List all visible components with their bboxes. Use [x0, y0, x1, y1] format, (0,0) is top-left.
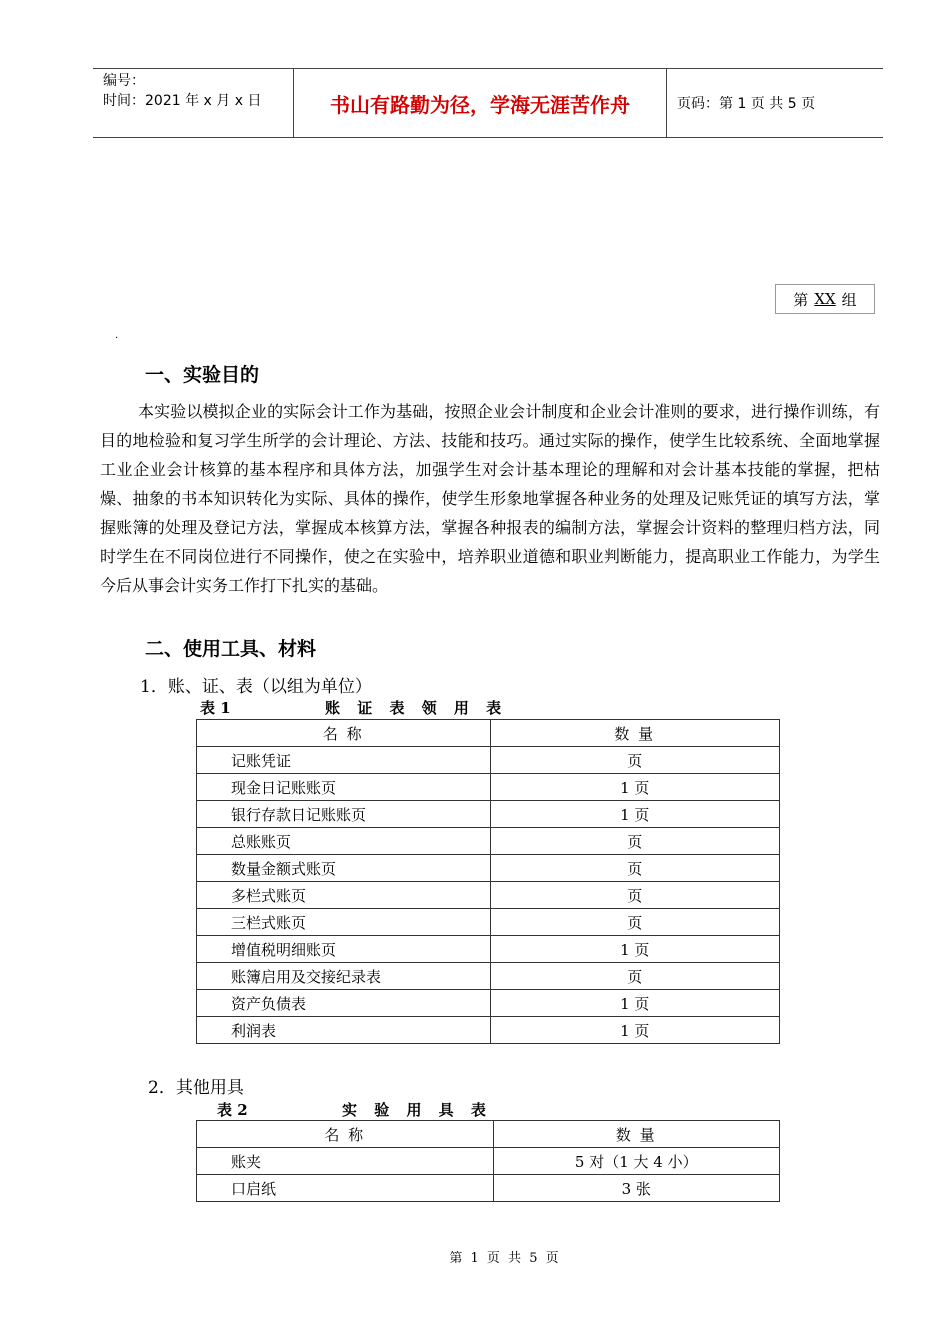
row-qty: 页 — [490, 909, 779, 936]
row-qty: 1 页 — [490, 990, 779, 1017]
row-qty: 页 — [490, 828, 779, 855]
table-row — [197, 936, 780, 963]
page-footer: 第 1 页 共 5 页 — [449, 1251, 561, 1266]
table2 — [196, 1120, 780, 1202]
table1-header-row — [197, 720, 780, 747]
item1-label: 1．账、证、表（以组为单位） — [140, 677, 372, 697]
section2-title: 二、使用工具、材料 — [145, 638, 317, 660]
page-header — [93, 68, 883, 138]
row-name: 账夹 — [197, 1148, 494, 1175]
number-label: 编号： — [103, 73, 145, 89]
row-qty: 1 页 — [490, 774, 779, 801]
bullet-dot: . — [115, 330, 119, 341]
row-qty: 1 页 — [490, 801, 779, 828]
table1-header-qty: 数 量 — [490, 720, 779, 747]
row-name: 数量金额式账页 — [197, 855, 491, 882]
table1-caption — [200, 697, 508, 718]
table1 — [196, 719, 780, 1044]
row-qty: 页 — [490, 855, 779, 882]
table2-caption-name: 实 验 用 具 表 — [342, 1101, 492, 1119]
table2-header-name: 名 称 — [197, 1121, 494, 1148]
group-prefix: 第 — [793, 290, 809, 309]
table1-caption-no: 表 1 — [200, 699, 231, 717]
table2-header-qty: 数 量 — [493, 1121, 780, 1148]
row-qty: 1 页 — [490, 1017, 779, 1044]
section1-title: 一、实验目的 — [145, 364, 260, 386]
header-meta — [93, 69, 294, 137]
table-row — [197, 990, 780, 1017]
table-row — [197, 774, 780, 801]
table-row — [197, 963, 780, 990]
header-motto: 书山有路勤为径，学海无涯苦作舟 — [294, 69, 667, 137]
table2-caption — [217, 1099, 492, 1120]
row-name: 利润表 — [197, 1017, 491, 1044]
row-name: 账簿启用及交接纪录表 — [197, 963, 491, 990]
header-page-info: 页码：第 1 页 共 5 页 — [677, 96, 816, 112]
section1-body: 本实验以模拟企业的实际会计工作为基础，按照企业会计制度和企业会计准则的要求，进行操作训练，有目的地检验和复习学生所学的会计理论、方法、技能和技巧。通过实际的操作，使学生比较系统、全面地掌握工业企业会计核算的基本程序和具体方法，加强学生对会计基本理论的理解和对会计基本技能的掌握，把枯燥、抽象的书本知识转化为实际、具体的操作，使学生形象地掌握各种业务的处理及记账凭证的填写方法，掌握账簿的处理及登记方法，掌握成本核算方法，掌握各种报表的编制方法，掌握会计资料的整理归档方法，同时学生在不同岗位进行不同操作，使之在实验中，培养职业道德和职业判断能力，提高职业工作能力，为学生今后从事会计实务工作打下扎实的基础。 — [100, 402, 880, 595]
row-qty: 3 张 — [493, 1175, 780, 1202]
table-row — [197, 909, 780, 936]
table1-caption-name: 账 证 表 领 用 表 — [325, 699, 508, 717]
row-qty: 1 页 — [490, 936, 779, 963]
row-qty: 页 — [490, 963, 779, 990]
group-suffix: 组 — [841, 290, 857, 309]
table2-caption-no: 表 2 — [217, 1101, 248, 1119]
row-name: 三栏式账页 — [197, 909, 491, 936]
row-name: 资产负债表 — [197, 990, 491, 1017]
time-label: 时间：2021 年 x 月 x 日 — [103, 93, 262, 109]
row-name: 总账账页 — [197, 828, 491, 855]
row-qty: 页 — [490, 882, 779, 909]
table-row — [197, 801, 780, 828]
row-name: 多栏式账页 — [197, 882, 491, 909]
table-row — [197, 747, 780, 774]
row-qty: 页 — [490, 747, 779, 774]
row-qty: 5 对（1 大 4 小） — [493, 1148, 780, 1175]
row-name: 增值税明细账页 — [197, 936, 491, 963]
row-name: 现金日记账账页 — [197, 774, 491, 801]
group-value: XX — [814, 290, 836, 308]
table-row — [197, 882, 780, 909]
table-row — [197, 1148, 780, 1175]
table-row — [197, 1017, 780, 1044]
table-row — [197, 855, 780, 882]
group-box — [775, 284, 875, 314]
table2-header-row — [197, 1121, 780, 1148]
item2-label: 2．其他用具 — [148, 1078, 244, 1098]
row-name: 银行存款日记账账页 — [197, 801, 491, 828]
row-name: 口启纸 — [197, 1175, 494, 1202]
table-row — [197, 1175, 780, 1202]
row-name: 记账凭证 — [197, 747, 491, 774]
table-row — [197, 828, 780, 855]
table1-header-name: 名 称 — [197, 720, 491, 747]
